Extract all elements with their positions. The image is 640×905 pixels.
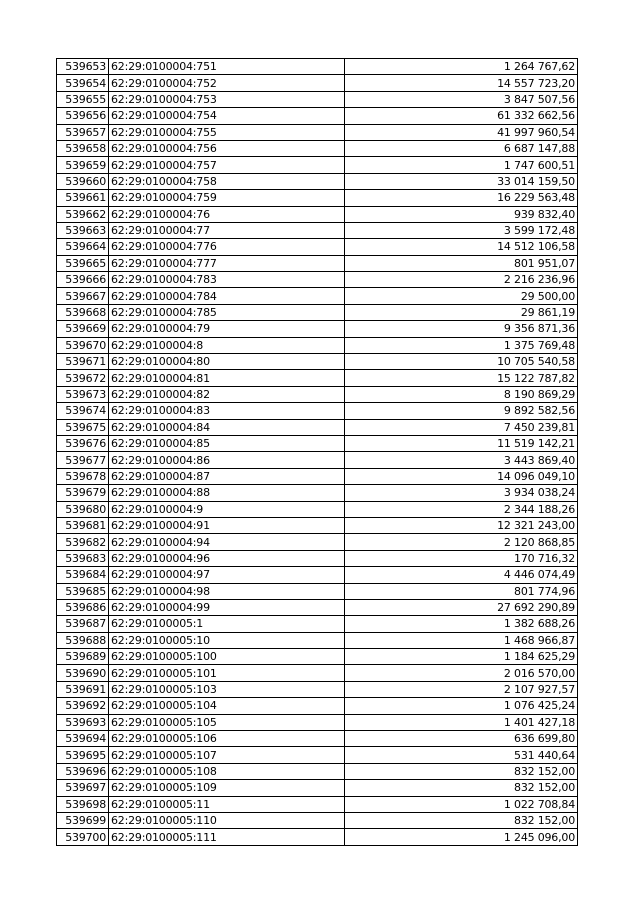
value-cell: 2 216 236,96 xyxy=(345,272,578,288)
row-id-cell: 539700 xyxy=(57,829,109,845)
row-id-cell: 539680 xyxy=(57,501,109,517)
row-id-cell: 539690 xyxy=(57,665,109,681)
table-row xyxy=(57,222,578,238)
value-cell: 7 450 239,81 xyxy=(345,419,578,435)
value-cell: 14 096 049,10 xyxy=(345,468,578,484)
table-row xyxy=(57,501,578,517)
value-cell: 41 997 960,54 xyxy=(345,124,578,140)
row-id-cell: 539695 xyxy=(57,747,109,763)
table-row xyxy=(57,173,578,189)
value-cell: 1 076 425,24 xyxy=(345,698,578,714)
cadastral-number-cell: 62:29:0100004:783 xyxy=(109,272,345,288)
cadastral-number-cell: 62:29:0100004:9 xyxy=(109,501,345,517)
value-cell: 4 446 074,49 xyxy=(345,567,578,583)
row-id-cell: 539675 xyxy=(57,419,109,435)
table-row xyxy=(57,304,578,320)
table-row xyxy=(57,337,578,353)
cadastral-number-cell: 62:29:0100005:106 xyxy=(109,731,345,747)
value-cell: 14 512 106,58 xyxy=(345,239,578,255)
row-id-cell: 539686 xyxy=(57,599,109,615)
table-row xyxy=(57,190,578,206)
table-row xyxy=(57,599,578,615)
row-id-cell: 539699 xyxy=(57,812,109,828)
row-id-cell: 539674 xyxy=(57,403,109,419)
value-cell: 9 356 871,36 xyxy=(345,321,578,337)
value-cell: 1 382 688,26 xyxy=(345,616,578,632)
table-row xyxy=(57,632,578,648)
cadastral-number-cell: 62:29:0100004:752 xyxy=(109,75,345,91)
table-body xyxy=(57,59,578,846)
value-cell: 801 951,07 xyxy=(345,255,578,271)
value-cell: 2 107 927,57 xyxy=(345,681,578,697)
value-cell: 170 716,32 xyxy=(345,550,578,566)
row-id-cell: 539681 xyxy=(57,517,109,533)
table-row xyxy=(57,419,578,435)
cadastral-number-cell: 62:29:0100005:107 xyxy=(109,747,345,763)
table-row xyxy=(57,550,578,566)
value-cell: 531 440,64 xyxy=(345,747,578,763)
value-cell: 832 152,00 xyxy=(345,763,578,779)
value-cell: 939 832,40 xyxy=(345,206,578,222)
cadastral-number-cell: 62:29:0100005:111 xyxy=(109,829,345,845)
row-id-cell: 539671 xyxy=(57,354,109,370)
table-row xyxy=(57,649,578,665)
cadastral-number-cell: 62:29:0100005:10 xyxy=(109,632,345,648)
cadastral-number-cell: 62:29:0100004:82 xyxy=(109,386,345,402)
value-cell: 832 152,00 xyxy=(345,812,578,828)
table-row xyxy=(57,272,578,288)
cadastral-number-cell: 62:29:0100005:108 xyxy=(109,763,345,779)
value-cell: 2 016 570,00 xyxy=(345,665,578,681)
cadastral-number-cell: 62:29:0100004:77 xyxy=(109,222,345,238)
table-row xyxy=(57,370,578,386)
table-row xyxy=(57,812,578,828)
cadastral-number-cell: 62:29:0100004:96 xyxy=(109,550,345,566)
cadastral-number-cell: 62:29:0100004:785 xyxy=(109,304,345,320)
row-id-cell: 539692 xyxy=(57,698,109,714)
table-row xyxy=(57,517,578,533)
cadastral-number-cell: 62:29:0100004:759 xyxy=(109,190,345,206)
cadastral-number-cell: 62:29:0100005:100 xyxy=(109,649,345,665)
table-row xyxy=(57,714,578,730)
row-id-cell: 539664 xyxy=(57,239,109,255)
table-row xyxy=(57,780,578,796)
value-cell: 2 120 868,85 xyxy=(345,534,578,550)
value-cell: 636 699,80 xyxy=(345,731,578,747)
table-row xyxy=(57,321,578,337)
table-row xyxy=(57,665,578,681)
row-id-cell: 539685 xyxy=(57,583,109,599)
value-cell: 27 692 290,89 xyxy=(345,599,578,615)
row-id-cell: 539658 xyxy=(57,140,109,156)
table-row xyxy=(57,157,578,173)
row-id-cell: 539693 xyxy=(57,714,109,730)
row-id-cell: 539672 xyxy=(57,370,109,386)
table-row xyxy=(57,403,578,419)
row-id-cell: 539659 xyxy=(57,157,109,173)
table-row xyxy=(57,91,578,107)
cadastral-number-cell: 62:29:0100005:11 xyxy=(109,796,345,812)
value-cell: 3 934 038,24 xyxy=(345,485,578,501)
row-id-cell: 539698 xyxy=(57,796,109,812)
row-id-cell: 539654 xyxy=(57,75,109,91)
cadastral-number-cell: 62:29:0100004:753 xyxy=(109,91,345,107)
row-id-cell: 539673 xyxy=(57,386,109,402)
value-cell: 15 122 787,82 xyxy=(345,370,578,386)
value-cell: 9 892 582,56 xyxy=(345,403,578,419)
row-id-cell: 539669 xyxy=(57,321,109,337)
cadastral-number-cell: 62:29:0100005:105 xyxy=(109,714,345,730)
table-row xyxy=(57,698,578,714)
cadastral-number-cell: 62:29:0100004:754 xyxy=(109,108,345,124)
row-id-cell: 539676 xyxy=(57,435,109,451)
row-id-cell: 539683 xyxy=(57,550,109,566)
table-row xyxy=(57,239,578,255)
row-id-cell: 539662 xyxy=(57,206,109,222)
value-cell: 12 321 243,00 xyxy=(345,517,578,533)
cadastral-number-cell: 62:29:0100004:80 xyxy=(109,354,345,370)
cadastral-number-cell: 62:29:0100004:88 xyxy=(109,485,345,501)
cadastral-number-cell: 62:29:0100004:85 xyxy=(109,435,345,451)
row-id-cell: 539677 xyxy=(57,452,109,468)
table-row xyxy=(57,468,578,484)
table-row xyxy=(57,435,578,451)
row-id-cell: 539657 xyxy=(57,124,109,140)
table-row xyxy=(57,206,578,222)
row-id-cell: 539679 xyxy=(57,485,109,501)
cadastral-number-cell: 62:29:0100005:110 xyxy=(109,812,345,828)
table-row xyxy=(57,124,578,140)
row-id-cell: 539691 xyxy=(57,681,109,697)
row-id-cell: 539696 xyxy=(57,763,109,779)
cadastral-number-cell: 62:29:0100004:76 xyxy=(109,206,345,222)
row-id-cell: 539653 xyxy=(57,59,109,75)
row-id-cell: 539670 xyxy=(57,337,109,353)
table-row xyxy=(57,763,578,779)
value-cell: 33 014 159,50 xyxy=(345,173,578,189)
table-row xyxy=(57,59,578,75)
cadastral-number-cell: 62:29:0100004:776 xyxy=(109,239,345,255)
value-cell: 61 332 662,56 xyxy=(345,108,578,124)
cadastral-number-cell: 62:29:0100004:784 xyxy=(109,288,345,304)
table-row xyxy=(57,567,578,583)
table-row xyxy=(57,583,578,599)
value-cell: 16 229 563,48 xyxy=(345,190,578,206)
table-row xyxy=(57,108,578,124)
table-row xyxy=(57,796,578,812)
row-id-cell: 539694 xyxy=(57,731,109,747)
cadastral-number-cell: 62:29:0100004:79 xyxy=(109,321,345,337)
table-row xyxy=(57,140,578,156)
table-row xyxy=(57,288,578,304)
value-cell: 832 152,00 xyxy=(345,780,578,796)
row-id-cell: 539687 xyxy=(57,616,109,632)
row-id-cell: 539697 xyxy=(57,780,109,796)
cadastral-number-cell: 62:29:0100004:758 xyxy=(109,173,345,189)
row-id-cell: 539665 xyxy=(57,255,109,271)
cadastral-number-cell: 62:29:0100004:87 xyxy=(109,468,345,484)
row-id-cell: 539666 xyxy=(57,272,109,288)
value-cell: 8 190 869,29 xyxy=(345,386,578,402)
cadastral-number-cell: 62:29:0100005:109 xyxy=(109,780,345,796)
table-row xyxy=(57,452,578,468)
value-cell: 29 861,19 xyxy=(345,304,578,320)
table-row xyxy=(57,681,578,697)
table-row xyxy=(57,534,578,550)
cadastral-number-cell: 62:29:0100004:91 xyxy=(109,517,345,533)
cadastral-value-table xyxy=(56,58,578,846)
row-id-cell: 539689 xyxy=(57,649,109,665)
value-cell: 6 687 147,88 xyxy=(345,140,578,156)
value-cell: 29 500,00 xyxy=(345,288,578,304)
cadastral-number-cell: 62:29:0100004:8 xyxy=(109,337,345,353)
row-id-cell: 539688 xyxy=(57,632,109,648)
value-cell: 1 264 767,62 xyxy=(345,59,578,75)
cadastral-number-cell: 62:29:0100004:81 xyxy=(109,370,345,386)
row-id-cell: 539684 xyxy=(57,567,109,583)
cadastral-number-cell: 62:29:0100004:757 xyxy=(109,157,345,173)
cadastral-number-cell: 62:29:0100004:84 xyxy=(109,419,345,435)
row-id-cell: 539663 xyxy=(57,222,109,238)
table-row xyxy=(57,255,578,271)
row-id-cell: 539682 xyxy=(57,534,109,550)
cadastral-number-cell: 62:29:0100005:104 xyxy=(109,698,345,714)
value-cell: 3 847 507,56 xyxy=(345,91,578,107)
cadastral-number-cell: 62:29:0100004:99 xyxy=(109,599,345,615)
value-cell: 1 747 600,51 xyxy=(345,157,578,173)
table-row xyxy=(57,386,578,402)
value-cell: 10 705 540,58 xyxy=(345,354,578,370)
value-cell: 1 401 427,18 xyxy=(345,714,578,730)
value-cell: 2 344 188,26 xyxy=(345,501,578,517)
cadastral-number-cell: 62:29:0100005:103 xyxy=(109,681,345,697)
cadastral-number-cell: 62:29:0100004:97 xyxy=(109,567,345,583)
value-cell: 14 557 723,20 xyxy=(345,75,578,91)
cadastral-number-cell: 62:29:0100004:98 xyxy=(109,583,345,599)
cadastral-number-cell: 62:29:0100005:1 xyxy=(109,616,345,632)
value-cell: 1 375 769,48 xyxy=(345,337,578,353)
value-cell: 1 184 625,29 xyxy=(345,649,578,665)
row-id-cell: 539655 xyxy=(57,91,109,107)
cadastral-number-cell: 62:29:0100004:755 xyxy=(109,124,345,140)
row-id-cell: 539656 xyxy=(57,108,109,124)
value-cell: 1 468 966,87 xyxy=(345,632,578,648)
cadastral-number-cell: 62:29:0100004:94 xyxy=(109,534,345,550)
value-cell: 801 774,96 xyxy=(345,583,578,599)
row-id-cell: 539661 xyxy=(57,190,109,206)
value-cell: 3 443 869,40 xyxy=(345,452,578,468)
row-id-cell: 539668 xyxy=(57,304,109,320)
row-id-cell: 539660 xyxy=(57,173,109,189)
cadastral-number-cell: 62:29:0100005:101 xyxy=(109,665,345,681)
cadastral-number-cell: 62:29:0100004:756 xyxy=(109,140,345,156)
table-row xyxy=(57,747,578,763)
value-cell: 11 519 142,21 xyxy=(345,435,578,451)
cadastral-number-cell: 62:29:0100004:86 xyxy=(109,452,345,468)
value-cell: 1 022 708,84 xyxy=(345,796,578,812)
cadastral-number-cell: 62:29:0100004:751 xyxy=(109,59,345,75)
value-cell: 1 245 096,00 xyxy=(345,829,578,845)
row-id-cell: 539667 xyxy=(57,288,109,304)
table-row xyxy=(57,354,578,370)
row-id-cell: 539678 xyxy=(57,468,109,484)
table-row xyxy=(57,485,578,501)
table-row xyxy=(57,75,578,91)
cadastral-number-cell: 62:29:0100004:777 xyxy=(109,255,345,271)
cadastral-number-cell: 62:29:0100004:83 xyxy=(109,403,345,419)
table-row xyxy=(57,731,578,747)
table-row xyxy=(57,829,578,845)
table-row xyxy=(57,616,578,632)
value-cell: 3 599 172,48 xyxy=(345,222,578,238)
